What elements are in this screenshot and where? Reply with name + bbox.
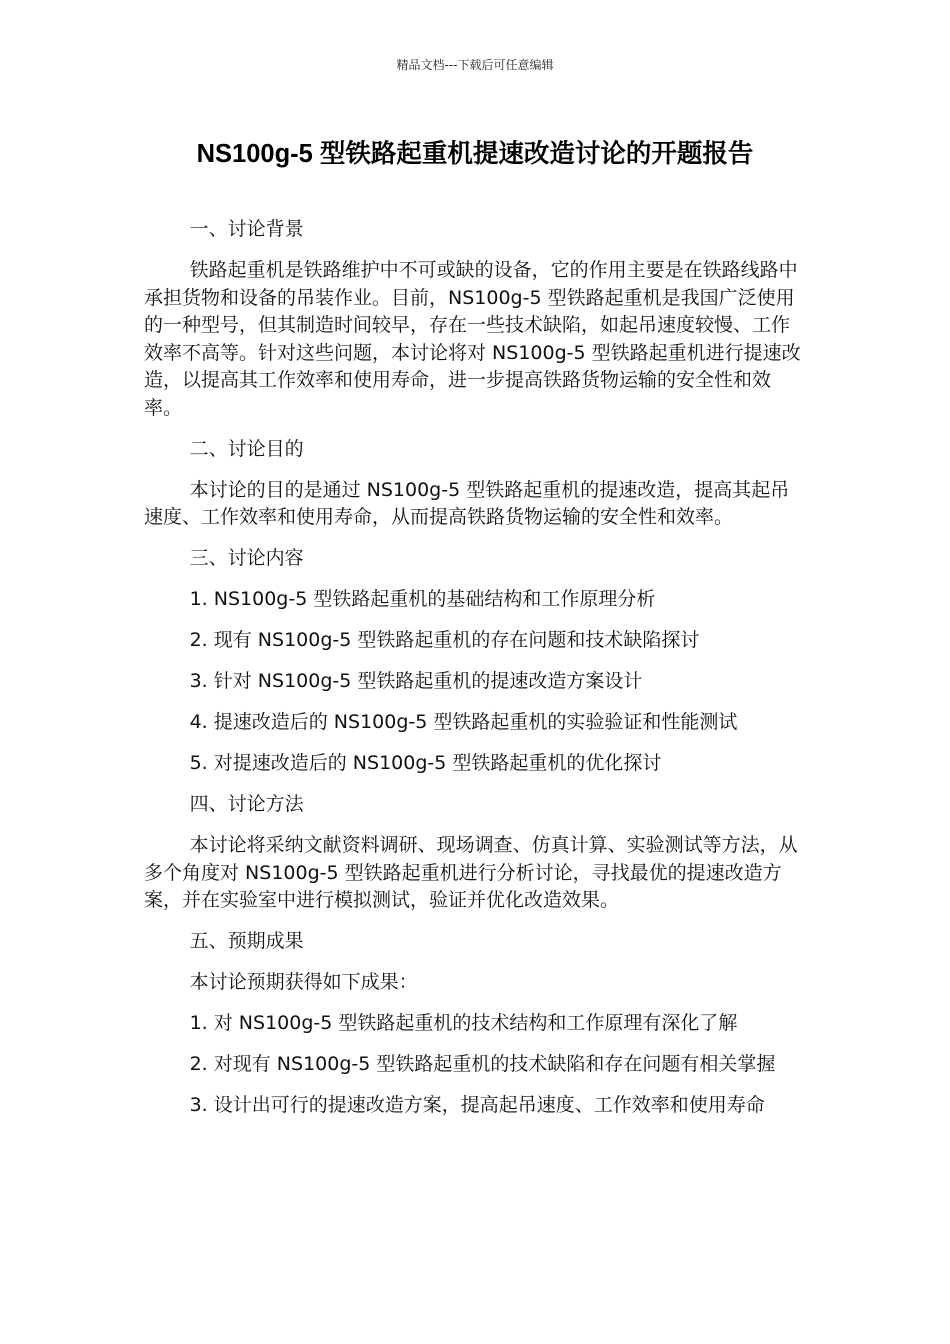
- paragraph-method: 本讨论将采纳文献资料调研、现场调查、仿真计算、实验测试等方法，从多个角度对 NS100g-5 型铁路起重机进行分析讨论，寻找最优的提速改造方案，并在实验室中进行模拟测试，验证并优化改造效果。: [144, 834, 798, 911]
- list-item: 2. 现有 NS100g-5 型铁路起重机的存在问题和技术缺陷探讨: [189, 629, 700, 651]
- document-title: NS100g-5 型铁路起重机提速改造讨论的开题报告: [196, 140, 754, 168]
- list-item: 1. 对 NS100g-5 型铁路起重机的技术结构和工作原理有深化了解: [189, 1012, 738, 1034]
- paragraph-outcomes-intro: 本讨论预期获得如下成果：: [189, 971, 418, 993]
- list-item: 3. 设计出可行的提速改造方案，提高起吊速度、工作效率和使用寿命: [189, 1094, 765, 1116]
- paragraph-purpose: 本讨论的目的是通过 NS100g-5 型铁路起重机的提速改造，提高其起吊速度、工作效率和使用寿命，从而提高铁路货物运输的安全性和效率。: [144, 478, 790, 528]
- list-item: 4. 提速改造后的 NS100g-5 型铁路起重机的实验验证和性能测试: [189, 711, 738, 733]
- section-heading-method: 四、讨论方法: [189, 793, 304, 815]
- section-heading-purpose: 二、讨论目的: [189, 437, 304, 460]
- section-heading-background: 一、讨论背景: [189, 218, 304, 240]
- document-body: [144, 216, 806, 1133]
- page-header: 精品文档---下载后可任意编辑: [396, 58, 554, 72]
- list-item: 3. 针对 NS100g-5 型铁路起重机的提速改造方案设计: [189, 670, 643, 692]
- list-item: 5. 对提速改造后的 NS100g-5 型铁路起重机的优化探讨: [189, 752, 662, 774]
- list-item: 2. 对现有 NS100g-5 型铁路起重机的技术缺陷和存在问题有相关掌握: [189, 1053, 776, 1075]
- list-item: 1. NS100g-5 型铁路起重机的基础结构和工作原理分析: [189, 588, 656, 610]
- paragraph-background: 铁路起重机是铁路维护中不可或缺的设备，它的作用主要是在铁路线路中承担货物和设备的吊装作业。目前，NS100g-5 型铁路起重机是我国广泛使用的一种型号，但其制造时间较早，存在一些技术缺陷，如起吊速度较慢、工作效率不高等。针对这些问题，本讨论将对 NS100g-5 型铁路起重机进行提速改造，以提高其工作效率和使用寿命，进一步提高铁路货物运输的安全性和效率。: [144, 259, 801, 419]
- section-heading-outcomes: 五、预期成果: [189, 930, 304, 952]
- section-heading-content: 三、讨论内容: [189, 547, 304, 569]
